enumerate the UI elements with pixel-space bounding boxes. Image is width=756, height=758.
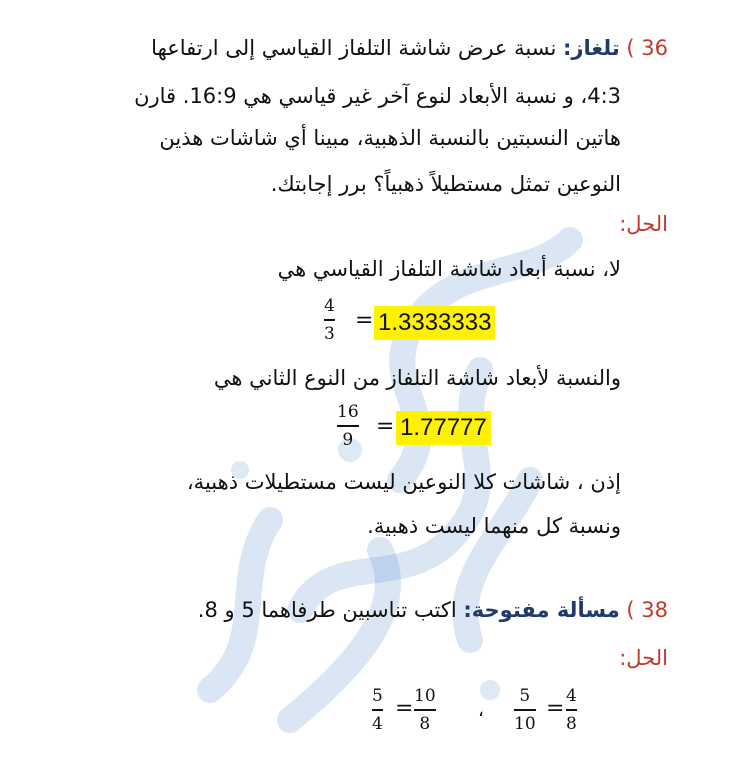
q36-line4: النوعين تمثل مستطيلاً ذهبياً؟ برر إجابتك. [270, 172, 621, 196]
fraction-5-10 [514, 686, 536, 734]
sol36-line2: والنسبة لأبعاد شاشة التلفاز من النوع الثاني هي [213, 366, 621, 390]
equals-sign: = [546, 696, 565, 721]
solution-label: الحل: [619, 212, 668, 236]
fraction-5-4 [372, 686, 383, 734]
q38-line1 [198, 598, 668, 622]
fraction-bar [566, 709, 577, 711]
question-text: نسبة عرض شاشة التلفاز القياسي إلى ارتفاعها [151, 36, 557, 60]
numerator: 5 [372, 686, 383, 706]
fraction-bar [324, 319, 335, 321]
question-number: 38 ) [626, 598, 668, 622]
q36-line2: 4:3، و نسبة الأبعاد لنوع آخر غير قياسي هي 16:9. قارن [134, 84, 621, 108]
equals-sign: = [395, 696, 414, 721]
numerator: 16 [337, 402, 359, 422]
numerator: 4 [566, 686, 577, 706]
separator-comma: ، [478, 700, 484, 721]
q36-line3: هاتين النسبتين بالنسبة الذهبية، مبينا أي شاشات هذين [159, 126, 621, 150]
fraction-bar [414, 709, 436, 711]
sol36-line3: إذن ، شاشات كلا النوعين ليست مستطيلات ذهبية، [186, 470, 621, 494]
sol36-line4: ونسبة كل منهما ليست ذهبية. [367, 514, 621, 538]
denominator: 4 [372, 713, 383, 734]
fraction-bar [514, 709, 536, 711]
solution-label: الحل: [619, 646, 668, 670]
denominator: 9 [342, 429, 354, 450]
question-number: 36 ) [626, 36, 668, 60]
highlighted-value: 1.3333333 [374, 306, 495, 340]
question-title: تلغاز: [563, 36, 620, 60]
denominator: 3 [324, 323, 335, 344]
fraction-bar [337, 425, 359, 427]
denominator: 8 [419, 713, 431, 734]
denominator: 10 [514, 713, 536, 734]
numerator: 10 [414, 686, 436, 706]
fraction-bar [372, 709, 383, 711]
sol36-line1: لا، نسبة أبعاد شاشة التلفاز القياسي هي [277, 257, 621, 281]
highlighted-value: 1.77777 [396, 411, 491, 445]
fraction-4-3 [324, 296, 335, 344]
denominator: 8 [566, 713, 577, 734]
equals-sign: = [376, 414, 395, 439]
question-title: مسألة مفتوحة: [463, 598, 620, 622]
fraction-4-8 [566, 686, 577, 734]
equals-sign: = [355, 308, 374, 333]
fraction-16-9 [337, 402, 359, 450]
question-text: اكتب تناسبين طرفاهما 5 و 8. [197, 598, 457, 622]
numerator: 4 [324, 296, 335, 316]
fraction-10-8 [414, 686, 436, 734]
q36-line1 [151, 36, 668, 60]
numerator: 5 [519, 686, 531, 706]
